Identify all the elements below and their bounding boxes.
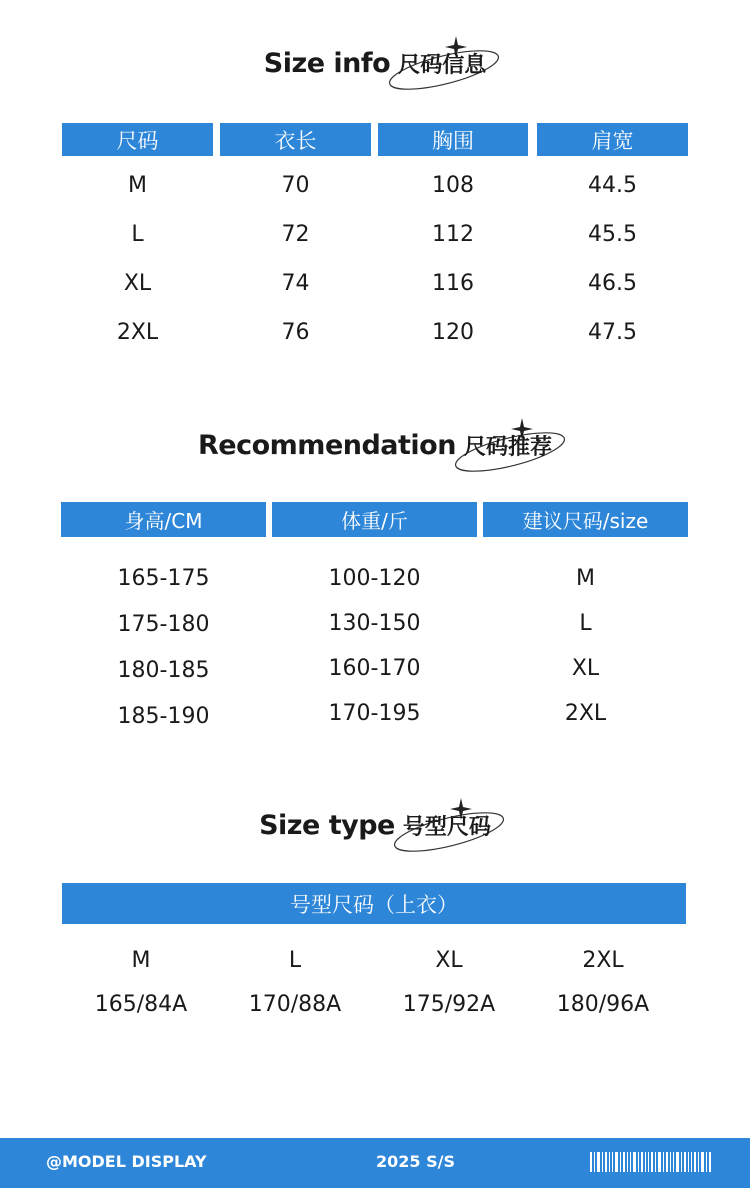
recommendation-cell: 100-120 (328, 566, 421, 591)
recommendation-header-height: 身高/CM (61, 502, 266, 537)
size-info-cell: 108 (432, 173, 474, 198)
recommendation-heading (0, 430, 750, 461)
recommendation-title-zh: 尺码推荐 (463, 435, 552, 460)
footer-season-text: 2025 S/S (376, 1152, 455, 1171)
size-info-cell: 2XL (116, 320, 159, 345)
size-info-cell: 46.5 (588, 271, 637, 296)
size-info-cell: 120 (432, 320, 474, 345)
recommendation-cell: 170-195 (328, 701, 421, 726)
size-info-cell: 70 (281, 173, 310, 198)
size-info-cell: L (131, 222, 144, 247)
size-info-cell: M (128, 173, 147, 198)
size-info-cell: XL (123, 271, 152, 296)
size-info-cell: 112 (432, 222, 474, 247)
recommendation-cell: 180-185 (117, 658, 210, 683)
size-info-header-length: 衣长 (220, 123, 371, 156)
recommendation-cell: M (576, 566, 595, 591)
size-type-code: 180/96A (556, 992, 650, 1017)
size-type-size: L (288, 948, 302, 973)
recommendation-cell: 130-150 (328, 611, 421, 636)
recommendation-header-size: 建议尺码/size (483, 502, 688, 537)
size-type-code: 165/84A (94, 992, 188, 1017)
size-info-header-shoulder: 肩宽 (537, 123, 688, 156)
footer-bar (0, 1138, 750, 1188)
size-type-code: 175/92A (402, 992, 496, 1017)
recommendation-cell: 185-190 (117, 704, 210, 729)
recommendation-cell: L (579, 611, 592, 636)
size-info-cell: 44.5 (588, 173, 637, 198)
size-info-header-chest: 胸围 (378, 123, 528, 156)
size-info-cell: 116 (432, 271, 474, 296)
size-info-cell: 45.5 (588, 222, 637, 247)
size-type-code: 170/88A (248, 992, 342, 1017)
recommendation-cell: XL (571, 656, 600, 681)
recommendation-cell: 2XL (564, 701, 607, 726)
size-info-cell: 47.5 (588, 320, 637, 345)
size-type-size: M (131, 948, 151, 973)
size-info-cell: 76 (281, 320, 310, 345)
recommendation-cell: 160-170 (328, 656, 421, 681)
recommendation-header-weight: 体重/斤 (272, 502, 477, 537)
size-type-size: XL (435, 948, 463, 973)
size-info-title-zh: 尺码信息 (398, 53, 487, 78)
size-info-header-size: 尺码 (62, 123, 213, 156)
recommendation-title-en: Recommendation (198, 430, 456, 461)
size-type-title-en: Size type (259, 810, 395, 841)
size-info-cell: 72 (281, 222, 310, 247)
footer-brand-text: @MODEL DISPLAY (46, 1152, 207, 1171)
size-info-cell: 74 (281, 271, 310, 296)
size-type-title-zh: 号型尺码 (402, 815, 491, 840)
barcode-icon (590, 1152, 712, 1172)
size-type-header: 号型尺码（上衣） (62, 883, 686, 924)
recommendation-cell: 175-180 (117, 612, 210, 637)
size-type-heading (0, 810, 750, 841)
size-info-title-en: Size info (263, 48, 391, 79)
recommendation-cell: 165-175 (117, 566, 210, 591)
size-type-size: 2XL (582, 948, 624, 973)
size-info-heading (0, 48, 750, 79)
